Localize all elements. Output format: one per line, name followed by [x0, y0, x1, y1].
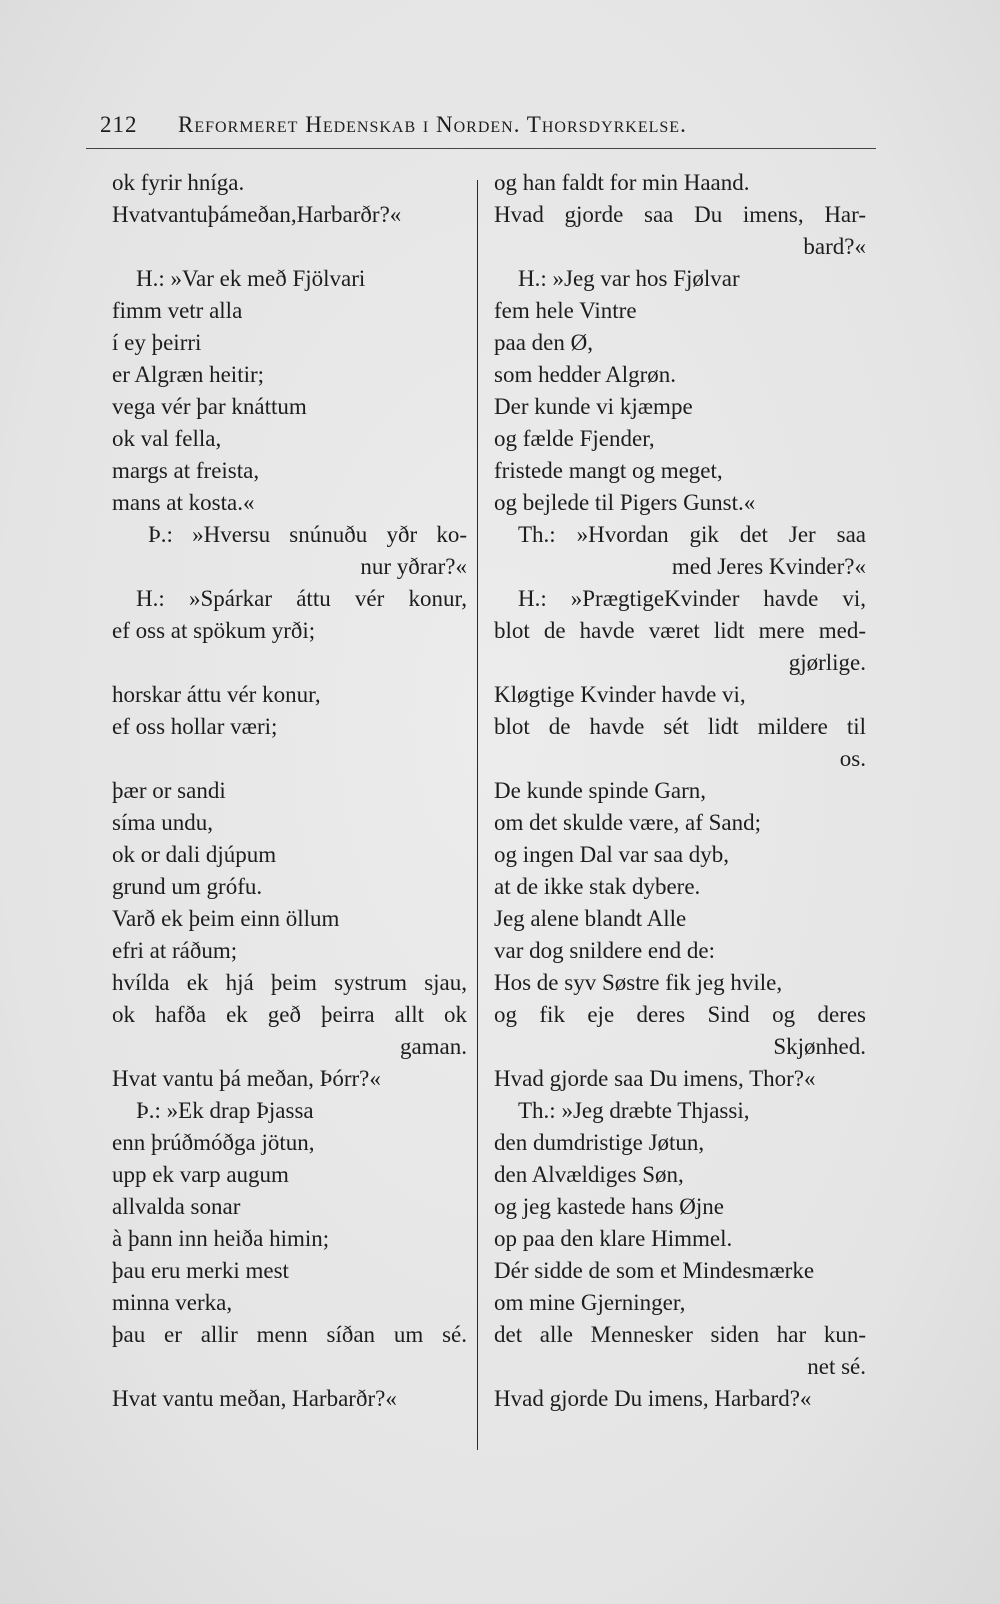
right-line: Th.: »Jeg dræbte Thjassi, [518, 1098, 750, 1123]
right-line: var dog snildere end de: [494, 938, 715, 963]
right-line: H.: »Jeg var hos Fjølvar [518, 266, 740, 291]
right-line: os. [839, 746, 866, 771]
left-line: ok val fella, [112, 426, 222, 451]
right-line: om mine Gjerninger, [494, 1290, 686, 1315]
left-line: Þ.: »Hversu snúnuðu yðr ko- [148, 522, 467, 547]
right-line: Hvad gjorde saa Du imens, Thor?« [494, 1066, 816, 1091]
right-line: blot de havde været lidt mere med- [494, 618, 866, 643]
right-line: Dér sidde de som et Mindesmærke [494, 1258, 815, 1283]
right-line: Hvad gjorde Du imens, Harbard?« [494, 1386, 812, 1411]
left-line: Hvatvantuþámeðan,Harbarðr?« [112, 202, 402, 227]
left-line: fimm vetr alla [112, 298, 243, 323]
left-line: horskar áttu vér konur, [112, 682, 321, 707]
right-line: op paa den klare Himmel. [494, 1226, 733, 1251]
left-line: þær or sandi [112, 778, 226, 803]
left-line: upp ek varp augum [112, 1162, 289, 1187]
left-line: efri at ráðum; [112, 938, 238, 963]
left-line: minna verka, [112, 1290, 233, 1315]
left-line: margs at freista, [112, 458, 260, 483]
running-header [86, 106, 876, 146]
left-line: Varð ek þeim einn öllum [112, 906, 340, 931]
right-line: Der kunde vi kjæmpe [494, 394, 693, 419]
left-line: þau eru merki mest [112, 1258, 289, 1283]
right-line: Hos de syv Søstre fik jeg hvile, [494, 970, 783, 995]
right-line: blot de havde sét lidt mildere til [494, 714, 866, 739]
left-line: grund um grófu. [112, 874, 263, 899]
right-line: og jeg kastede hans Øjne [494, 1194, 724, 1219]
right-line: gjørlige. [788, 650, 866, 675]
right-line: og fælde Fjender, [494, 426, 655, 451]
right-line: som hedder Algrøn. [494, 362, 677, 387]
right-line: Jeg alene blandt Alle [494, 906, 687, 931]
right-line: og ingen Dal var saa dyb, [494, 842, 730, 867]
left-line: ok fyrir hníga. [112, 170, 245, 195]
left-line: vega vér þar knáttum [112, 394, 307, 419]
running-title: Reformeret Hedenskab i Norden. Thorsdyrkelse. [178, 112, 687, 137]
right-line: net sé. [807, 1354, 866, 1379]
left-line: allvalda sonar [112, 1194, 241, 1219]
left-line: í ey þeirri [112, 330, 202, 355]
right-line: og han faldt for min Haand. [494, 170, 750, 195]
right-line: Hvad gjorde saa Du imens, Har- [494, 202, 866, 227]
column-divider [477, 180, 478, 1450]
right-line: Th.: »Hvordan gik det Jer saa [518, 522, 866, 547]
left-line: síma undu, [112, 810, 213, 835]
left-line: gaman. [399, 1034, 467, 1059]
left-line: Hvat vantu meðan, Harbarðr?« [112, 1386, 397, 1411]
header-rule [86, 148, 876, 149]
left-line: þau er allir menn síðan um sé. [112, 1322, 467, 1347]
right-line: og fik eje deres Sind og deres [494, 1002, 866, 1027]
left-line: à þann inn heiða himin; [112, 1226, 330, 1251]
right-line: paa den Ø, [494, 330, 593, 355]
left-line: nur yðrar?« [360, 554, 467, 579]
right-line: fem hele Vintre [494, 298, 637, 323]
right-line: og bejlede til Pigers Gunst.« [494, 490, 756, 515]
left-line: ef oss at spökum yrði; [112, 618, 316, 643]
right-line: den Alvældiges Søn, [494, 1162, 684, 1187]
left-line: ok or dali djúpum [112, 842, 277, 867]
left-line: hvílda ek hjá þeim systrum sjau, [112, 970, 467, 995]
right-line: at de ikke stak dybere. [494, 874, 701, 899]
right-line: H.: »PrægtigeKvinder havde vi, [518, 586, 866, 611]
left-line: H.: »Var ek með Fjölvari [136, 266, 366, 291]
right-line: med Jeres Kvinder?« [671, 554, 866, 579]
left-line: er Algræn heitir; [112, 362, 265, 387]
left-line: enn þrúðmóðga jötun, [112, 1130, 315, 1155]
right-line: det alle Mennesker siden har kun- [494, 1322, 866, 1347]
left-line: H.: »Spárkar áttu vér konur, [136, 586, 467, 611]
left-line: Þ.: »Ek drap Þjassa [136, 1098, 314, 1123]
page-number: 212 [100, 112, 138, 137]
right-line: Skjønhed. [773, 1034, 866, 1059]
right-line: om det skulde være, af Sand; [494, 810, 762, 835]
right-line: Kløgtige Kvinder havde vi, [494, 682, 746, 707]
right-line: bard?« [803, 234, 866, 259]
left-line: mans at kosta.« [112, 490, 255, 515]
right-line: den dumdristige Jøtun, [494, 1130, 705, 1155]
left-line: ef oss hollar væri; [112, 714, 278, 739]
right-line: De kunde spinde Garn, [494, 778, 707, 803]
right-line: fristede mangt og meget, [494, 458, 723, 483]
left-line: ok hafða ek geð þeirra allt ok [112, 1002, 467, 1027]
left-line: Hvat vantu þá meðan, Þórr?« [112, 1066, 381, 1091]
